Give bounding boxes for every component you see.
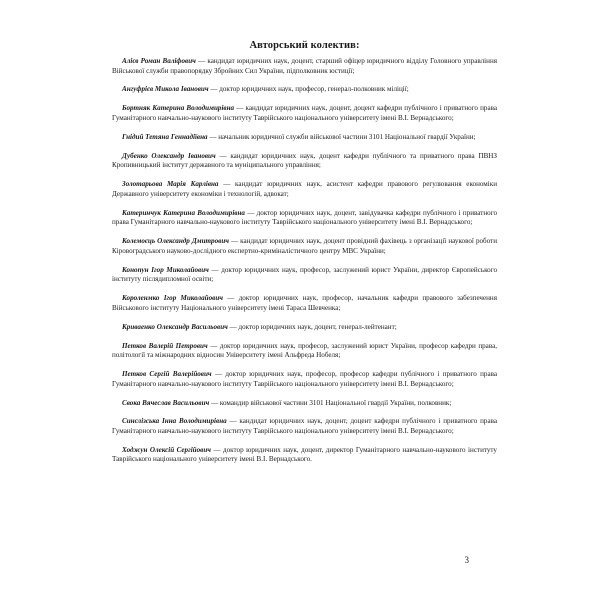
author-description: — доктор юридичних наук, професор, генерал-полковник міліції; <box>208 85 409 94</box>
author-description: — командир військової частини 3101 Національної гвардії України, полковник; <box>209 398 452 407</box>
author-description: — доктор юридичних наук, доцент, директор Гуманітарного навчально-наукового інституту Таврійського національного університету імені В.І. Вернадського. <box>112 445 497 464</box>
author-name: Ангуфрієв Микола Іванович <box>122 85 209 94</box>
author-name: Колемоєць Олександр Дмитрович <box>122 237 229 246</box>
author-entry <box>112 104 497 123</box>
author-name: Свока Вячеслав Васильович <box>122 398 210 407</box>
author-description: — начальник юридичної служби військової частини 3101 Національної гвардії України; <box>207 132 476 141</box>
author-name: Синєлізська Інна Володимирівна <box>122 417 227 426</box>
author-entry <box>112 399 497 409</box>
author-description: — кандидат юридичних наук, доцент провідний фахівець з організації наукової роботи Кіровоградського науково-дослідного експертно-криміналістичного центру МВС України; <box>112 237 497 255</box>
author-entry <box>112 180 497 199</box>
author-name: Дубенко Олександр Іванович <box>122 151 216 160</box>
author-description: — доктор юридичних наук, професор, професор кафедри публічного і приватного права Гуманітарного навчально-наукового інституту Таврійського національного університету імені В.І. Вернадського; <box>112 370 498 388</box>
author-name: Петков Сергій Валерійович <box>122 370 212 379</box>
author-entry <box>112 209 497 228</box>
page-number: 3 <box>464 555 469 565</box>
author-name: Золотарьова Марія Карлівна <box>122 180 219 189</box>
author-description: — кандидат юридичних наук, доцент, старший офіцер юридичного відділу Головного управління Військової служби правопорядку Збройних Сил України, підполковник юстиції; <box>112 57 498 75</box>
author-entry <box>112 446 497 465</box>
author-entry <box>112 85 497 95</box>
author-entry <box>112 57 497 76</box>
author-list <box>112 57 497 465</box>
author-name: Гнідий Тетяна Геннадіївна <box>122 132 208 141</box>
author-description: — кандидат юридичних наук, доцент, доцент кафедри публічного і приватного права Гуманітарного навчально-наукового інституту Таврійського національного університету імені В.І. Вернадського; <box>112 104 497 122</box>
author-name: Ходжун Олексій Сергійович <box>122 445 212 454</box>
author-entry <box>112 294 497 313</box>
author-name: Алієв Роман Валіфович <box>122 57 196 65</box>
author-entry <box>112 417 497 436</box>
author-description: — доктор юридичних наук, доцент, генерал-лейтенант; <box>227 322 397 331</box>
author-name: Бортняк Катерина Володимирівна <box>122 104 235 113</box>
author-description: — кандидат юридичних наук, доцент кафедри публічного та приватного права ПВНЗ Кропивницький інститут державного та муніципального управління; <box>112 151 497 170</box>
author-description: — доктор юридичних наук, доцент, завідувачка кафедри публічного і приватного права Гуманітарного навчально-наукового інституту Таврійського національного університету імені В.І. Вернадського; <box>112 208 497 227</box>
author-name: Конопун Ігор Миколайович <box>122 265 209 274</box>
author-entry <box>112 323 497 333</box>
author-description: — доктор юридичних наук, професор, заслужений юрист України, директор Європейського інституту післядипломної освіти; <box>112 265 497 284</box>
author-description: — кандидат юридичних наук, доцент, доцент кафедри публічного і приватного права Гуманітарного навчально-наукового інституту Таврійського національного університету імені В.І. Вернадського; <box>112 417 497 435</box>
author-name: Криваенко Олександр Васильович <box>122 322 228 331</box>
author-entry <box>112 342 497 361</box>
author-entry <box>112 266 497 285</box>
author-description: — кандидат юридичних наук, асистент кафедри правового регулювання економіки Державного університету економіки і технологій, адвокат; <box>112 180 497 198</box>
author-entry <box>112 237 497 256</box>
author-description: — доктор юридичних наук, професор, начальник кафедри правового забезпечення Військового інституту Національного університету імені Тараса Шевченка; <box>112 294 497 312</box>
author-name: Короленмко Ігор Миколайович <box>122 294 223 303</box>
page-title: Авторський колектив: <box>249 40 360 51</box>
author-entry <box>112 133 497 143</box>
author-name: Катеринчук Катерина Володимирівна <box>122 208 245 217</box>
author-entry <box>112 152 497 171</box>
author-description: — доктор юридичних наук, професор, заслужений юрист України, професор кафедри права, політології та міжнародних відносин Університету імені Альфреда Нобеля; <box>112 341 498 360</box>
author-entry <box>112 370 497 389</box>
author-name: Петков Валерій Петрович <box>122 341 208 350</box>
